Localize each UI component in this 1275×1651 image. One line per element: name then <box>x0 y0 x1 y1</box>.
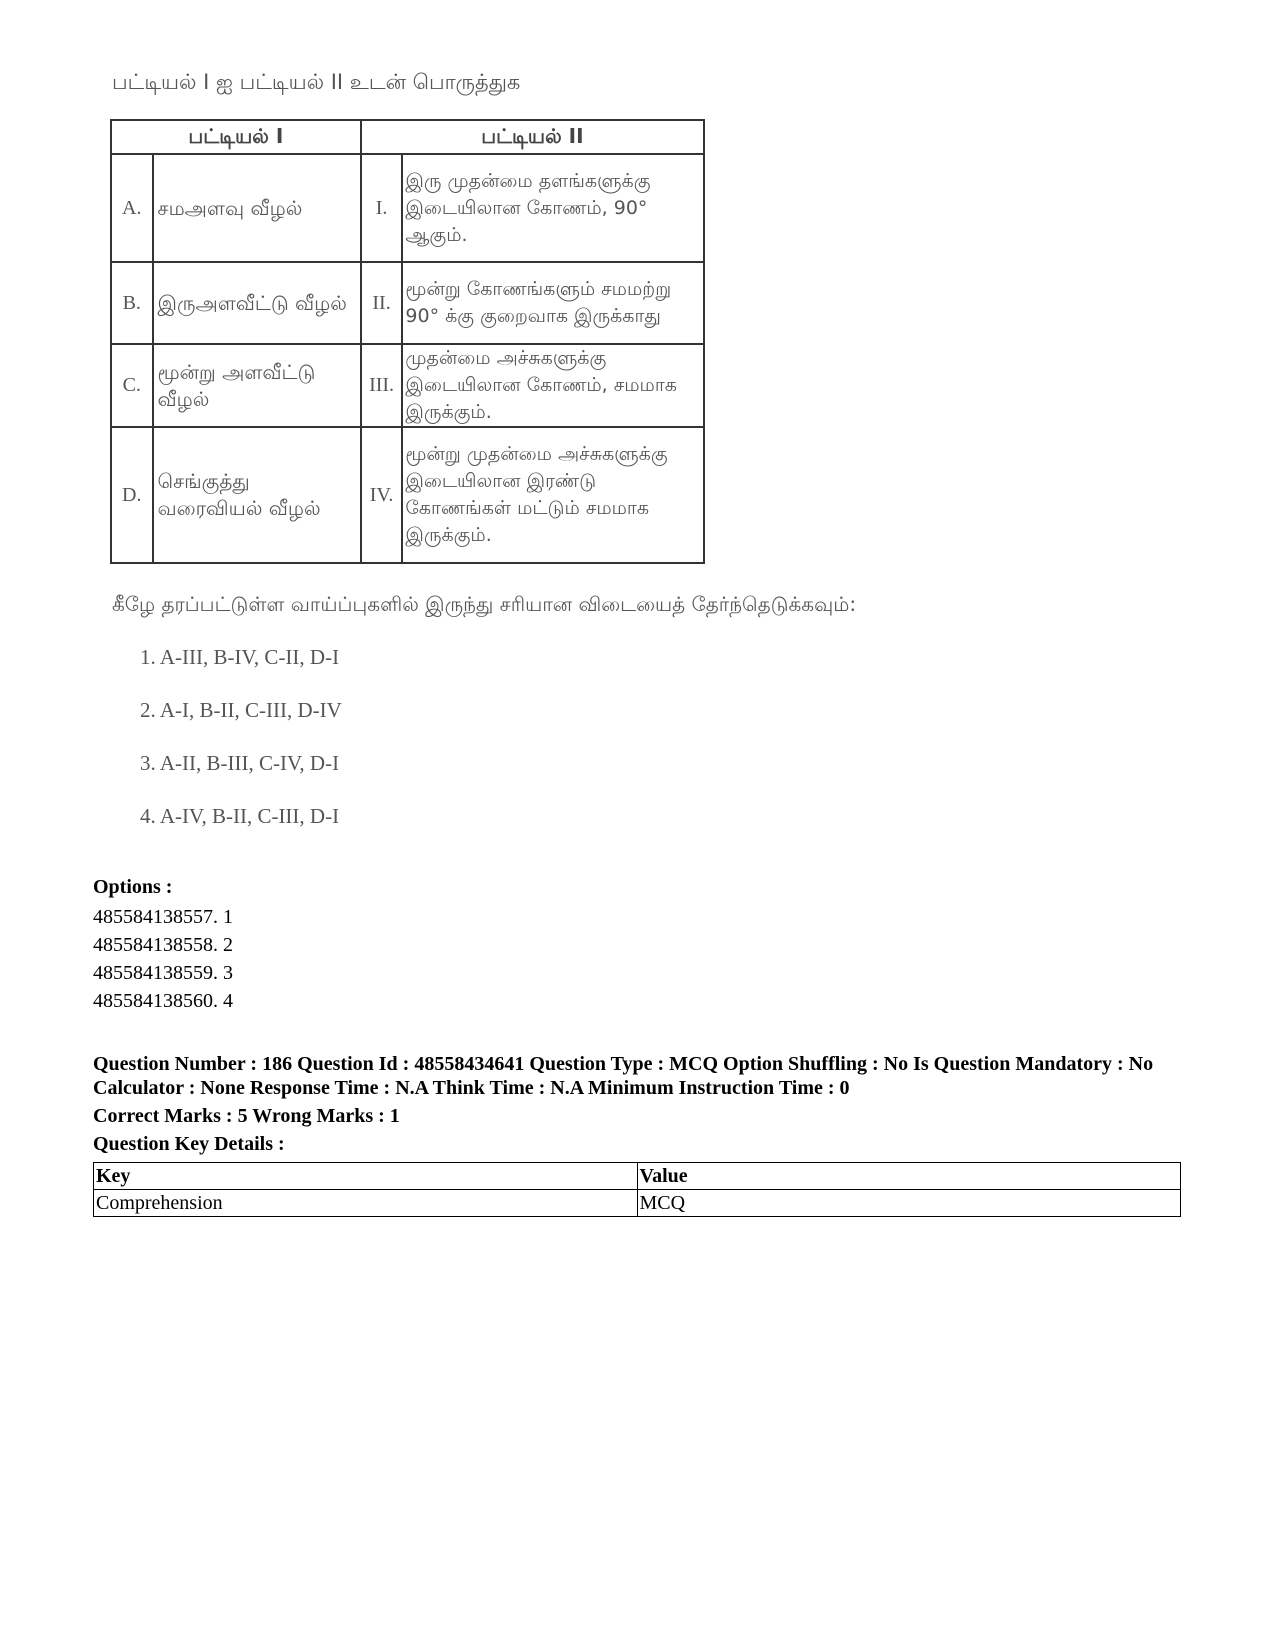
row-letter: A. <box>111 154 153 262</box>
table-row <box>94 1190 1181 1217</box>
row-desc: முதன்மை அச்சுகளுக்கு இடையிலான கோணம், சமமாக இருக்கும். <box>402 344 704 427</box>
option-item: 485584138557. 1 <box>93 906 233 928</box>
choice-1: 1. A-III, B-IV, C-II, D-I <box>140 645 340 669</box>
table-row <box>111 262 704 344</box>
table-row <box>94 1163 1181 1190</box>
row-letter: D. <box>111 427 153 563</box>
row-desc: மூன்று முதன்மை அச்சுகளுக்கு இடையிலான இரண்டு கோணங்கள் மட்டும் சமமாக இருக்கும். <box>402 427 704 563</box>
key-table <box>93 1162 1181 1217</box>
question-instruction: பட்டியல் I ஐ பட்டியல் II உடன் பொருத்துக <box>112 70 521 94</box>
choice-2: 2. A-I, B-II, C-III, D-IV <box>140 698 342 722</box>
options-block <box>93 876 233 1015</box>
list-2-header: பட்டியல் II <box>361 120 704 154</box>
options-title: Options : <box>93 876 173 898</box>
key-header: Key <box>94 1163 638 1190</box>
row-roman: III. <box>361 344 403 427</box>
row-roman: I. <box>361 154 403 262</box>
question-info: Question Number : 186 Question Id : 48558434641 Question Type : MCQ Option Shuffling : No Is Question Mandatory : No Calculator : None Response Time : N.A Think Time : N.A Minimum Instruction Time : 0 <box>93 1053 1154 1099</box>
choice-4: 4. A-IV, B-II, C-III, D-I <box>140 804 340 828</box>
row-term: மூன்று அளவீட்டு வீழல் <box>153 344 361 427</box>
question-meta <box>93 1052 1183 1217</box>
table-row <box>111 344 704 427</box>
table-row <box>111 154 704 262</box>
row-roman: IV. <box>361 427 403 563</box>
row-term: இருஅளவீட்டு வீழல் <box>153 262 361 344</box>
row-term: செங்குத்து வரைவியல் வீழல் <box>153 427 361 563</box>
key-details-title: Question Key Details : <box>93 1133 285 1155</box>
option-item: 485584138558. 2 <box>93 934 233 956</box>
row-roman: II. <box>361 262 403 344</box>
row-letter: B. <box>111 262 153 344</box>
match-table <box>110 119 705 564</box>
choice-3: 3. A-II, B-III, C-IV, D-I <box>140 751 340 775</box>
value-cell: MCQ <box>637 1190 1181 1217</box>
row-term: சமஅளவு வீழல் <box>153 154 361 262</box>
key-cell: Comprehension <box>94 1190 638 1217</box>
marks-info: Correct Marks : 5 Wrong Marks : 1 <box>93 1105 400 1127</box>
row-desc: இரு முதன்மை தளங்களுக்கு இடையிலான கோணம், 90° ஆகும். <box>402 154 704 262</box>
list-1-header: பட்டியல் I <box>111 120 361 154</box>
table-row <box>111 427 704 563</box>
option-item: 485584138560. 4 <box>93 990 233 1012</box>
question-prompt: கீழே தரப்பட்டுள்ள வாய்ப்புகளில் இருந்து சரியான விடையைத் தேர்ந்தெடுக்கவும்: <box>112 592 857 616</box>
row-desc: மூன்று கோணங்களும் சமமற்று 90° க்கு குறைவாக இருக்காது <box>402 262 704 344</box>
row-letter: C. <box>111 344 153 427</box>
option-item: 485584138559. 3 <box>93 962 233 984</box>
value-header: Value <box>637 1163 1181 1190</box>
question-image <box>110 70 1080 831</box>
